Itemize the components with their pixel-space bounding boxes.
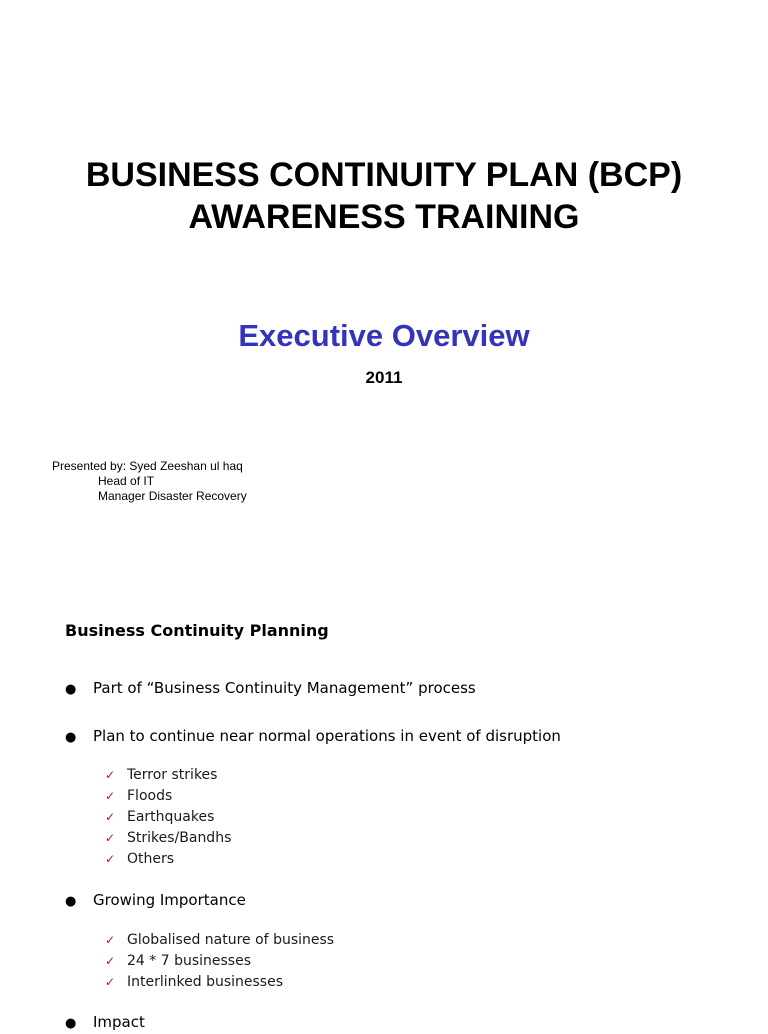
list-item: ✓ Strikes/Bandhs — [105, 828, 231, 849]
section-heading: Business Continuity Planning — [65, 621, 329, 640]
list-item: ✓ Globalised nature of business — [105, 930, 334, 951]
presenter-role-1: Head of IT — [98, 474, 155, 488]
checkmark-icon: ✓ — [105, 852, 116, 866]
checkmark-icon: ✓ — [105, 954, 116, 968]
main-title-line-2: AWARENESS TRAINING — [188, 198, 580, 236]
checkmark-icon: ✓ — [105, 975, 116, 989]
list-item: ✓ Floods — [105, 786, 231, 807]
main-title — [0, 154, 768, 238]
bullet-icon: ● — [65, 894, 77, 909]
bullet-text: Part of “Business Continuity Management” process — [93, 679, 476, 697]
disruption-list — [105, 765, 231, 870]
bullet-icon: ● — [65, 682, 77, 697]
presenter-role-2: Manager Disaster Recovery — [98, 489, 247, 503]
main-title-line-1: BUSINESS CONTINUITY PLAN (BCP) — [85, 156, 683, 194]
checkmark-icon: ✓ — [105, 933, 116, 947]
checkmark-icon: ✓ — [105, 789, 116, 803]
checkmark-icon: ✓ — [105, 810, 116, 824]
checkmark-icon: ✓ — [105, 831, 116, 845]
bullet-icon: ● — [65, 1016, 77, 1031]
bullet-text: Impact — [93, 1013, 145, 1031]
list-item: ✓ 24 * 7 businesses — [105, 951, 334, 972]
checkmark-icon: ✓ — [105, 768, 116, 782]
presenter-name: Presented by: Syed Zeeshan ul haq — [52, 459, 243, 473]
list-item: ✓ Interlinked businesses — [105, 972, 334, 993]
bullet-item — [65, 678, 476, 700]
list-item: ✓ Earthquakes — [105, 807, 231, 828]
importance-list — [105, 930, 334, 993]
bullet-item — [65, 1012, 145, 1034]
subtitle: Executive Overview — [238, 318, 530, 353]
bullet-text: Plan to continue near normal operations in event of disruption — [93, 727, 561, 745]
year: 2011 — [365, 368, 403, 387]
planning-slide — [0, 600, 768, 1031]
bullet-text: Growing Importance — [93, 891, 246, 909]
bullet-item — [65, 726, 561, 748]
presenter-block — [52, 459, 247, 504]
list-item: ✓ Others — [105, 849, 231, 870]
bullet-icon: ● — [65, 730, 77, 745]
bullet-item — [65, 890, 246, 912]
list-item: ✓ Terror strikes — [105, 765, 231, 786]
